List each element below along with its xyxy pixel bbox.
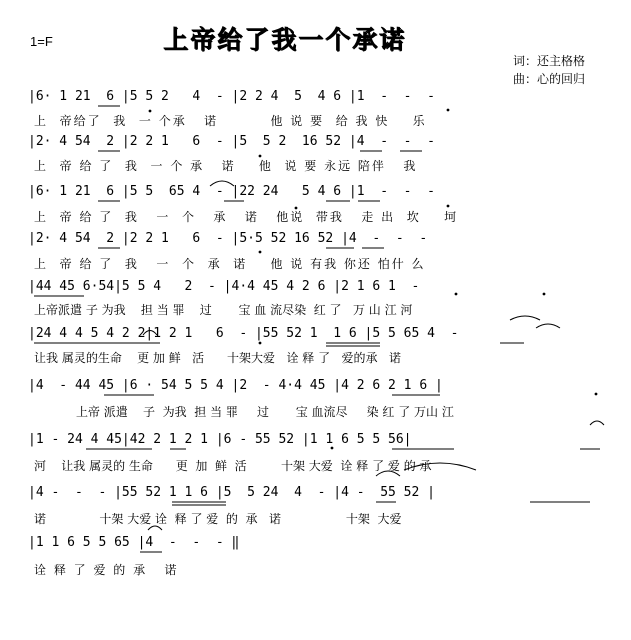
notes-line-9: |4 - - - |55 52 1 1 6 |5 5 24 4 - |4 - 55 52 | (28, 485, 435, 500)
lyrics-line-10: 诠 释 了 爱 的 承 诺 (34, 563, 179, 577)
lyrics-line-9: 诺 十架 大爱 诠 释 了 爱 的 承 诺 十架 大爱 (34, 512, 402, 526)
notes-line-7: |4 - 44 45 |6 · 54 5 5 4 |2 - 4·4 45 |4 2 6 2 1 6 | (28, 378, 443, 393)
slur-mark (210, 181, 234, 186)
notes-line-10: |1 1 6 5 5 65 |4 - - - ‖ (28, 535, 240, 550)
lyrics-line-5: 上帝派遣 子 为我 担 当 罪 过 宝 血 流尽染 红 了 万 山 江 河 (34, 303, 413, 317)
octave-dot (259, 155, 262, 158)
notes-line-2: |2· 4 54 2 |2 2 1 6 - |5 5 2 16 52 |4 - - - (28, 134, 443, 149)
octave-dot (149, 110, 152, 113)
slur-mark (590, 421, 604, 425)
notes-line-8: |1 - 24 4 45|42 2 1 2 1 |6 - 55 52 |1 1 6 5 5 56| (28, 432, 412, 447)
key-signature: 1=F (30, 34, 53, 49)
slur-mark (143, 331, 157, 336)
octave-dot (543, 293, 546, 296)
lyricist-credit: 词：还主格格 (513, 54, 586, 68)
octave-dot (259, 251, 262, 254)
octave-dot (295, 207, 298, 210)
octave-dot (259, 342, 262, 345)
lyrics-line-3: 上 帝 给 了 我 一 个 承 诺 他说 带我 走 出 坎 坷 (34, 210, 459, 224)
notes-line-6: |24 4 4 5 4 2 2|1 2 1 6 - |55 52 1 1 6 |5 5 65 4 - (28, 326, 467, 341)
lyrics-line-8: 河 让我 属灵的 生命 更 加 鲜 活 十架 大爱 诠 释 了 爱 的 承 (34, 459, 432, 473)
octave-dot (331, 447, 334, 450)
slur-mark (148, 526, 162, 530)
octave-dot (595, 393, 598, 396)
lyrics-line-4: 上 帝 给 了 我 一 个 承 诺 他 说 有我 你还 怕什 么 (34, 257, 426, 271)
octave-dot (455, 293, 458, 296)
lyrics-line-7: 上帝 派遣 子 为我 担 当 罪 过 宝 血流尽 染 红 了 万山 江 (34, 405, 454, 419)
slur-mark (404, 463, 476, 470)
lyrics-line-6: 让我 属灵的生命 更 加 鲜 活 十架大爱 诠 释 了 爱的承 诺 (34, 351, 401, 365)
slur-mark (536, 324, 560, 328)
lyrics-line-2: 上 帝 给 了 我 一 个 承 诺 他 说 要 永远 陪伴 我 (34, 159, 418, 173)
octave-dot (447, 109, 450, 112)
octave-dot (447, 205, 450, 208)
slur-mark (376, 471, 400, 476)
song-title: 上帝给了我一个承诺 (163, 25, 407, 54)
notes-line-3: |6· 1 21 6 |5 5 65 4 - |22 24 5 4 6 |1 - - - (28, 184, 443, 199)
notes-line-1: |6· 1 21 6 |5 5 2 4 - |2 2 4 5 4 6 |1 - - - (28, 89, 443, 104)
slur-mark (510, 316, 540, 320)
lyrics-line-1: 上 帝给了 我 一 个承 诺 他 说 要 给 我 快 乐 (34, 114, 427, 128)
notes-line-5: |44 45 6·54|5 5 4 2 - |4·4 45 4 2 6 |2 1 6 1 - (28, 279, 428, 294)
composer-credit: 曲：心的回归 (513, 72, 586, 86)
notes-line-4: |2· 4 54 2 |2 2 1 6 - |5·5 52 16 52 |4 - - - (28, 231, 435, 246)
